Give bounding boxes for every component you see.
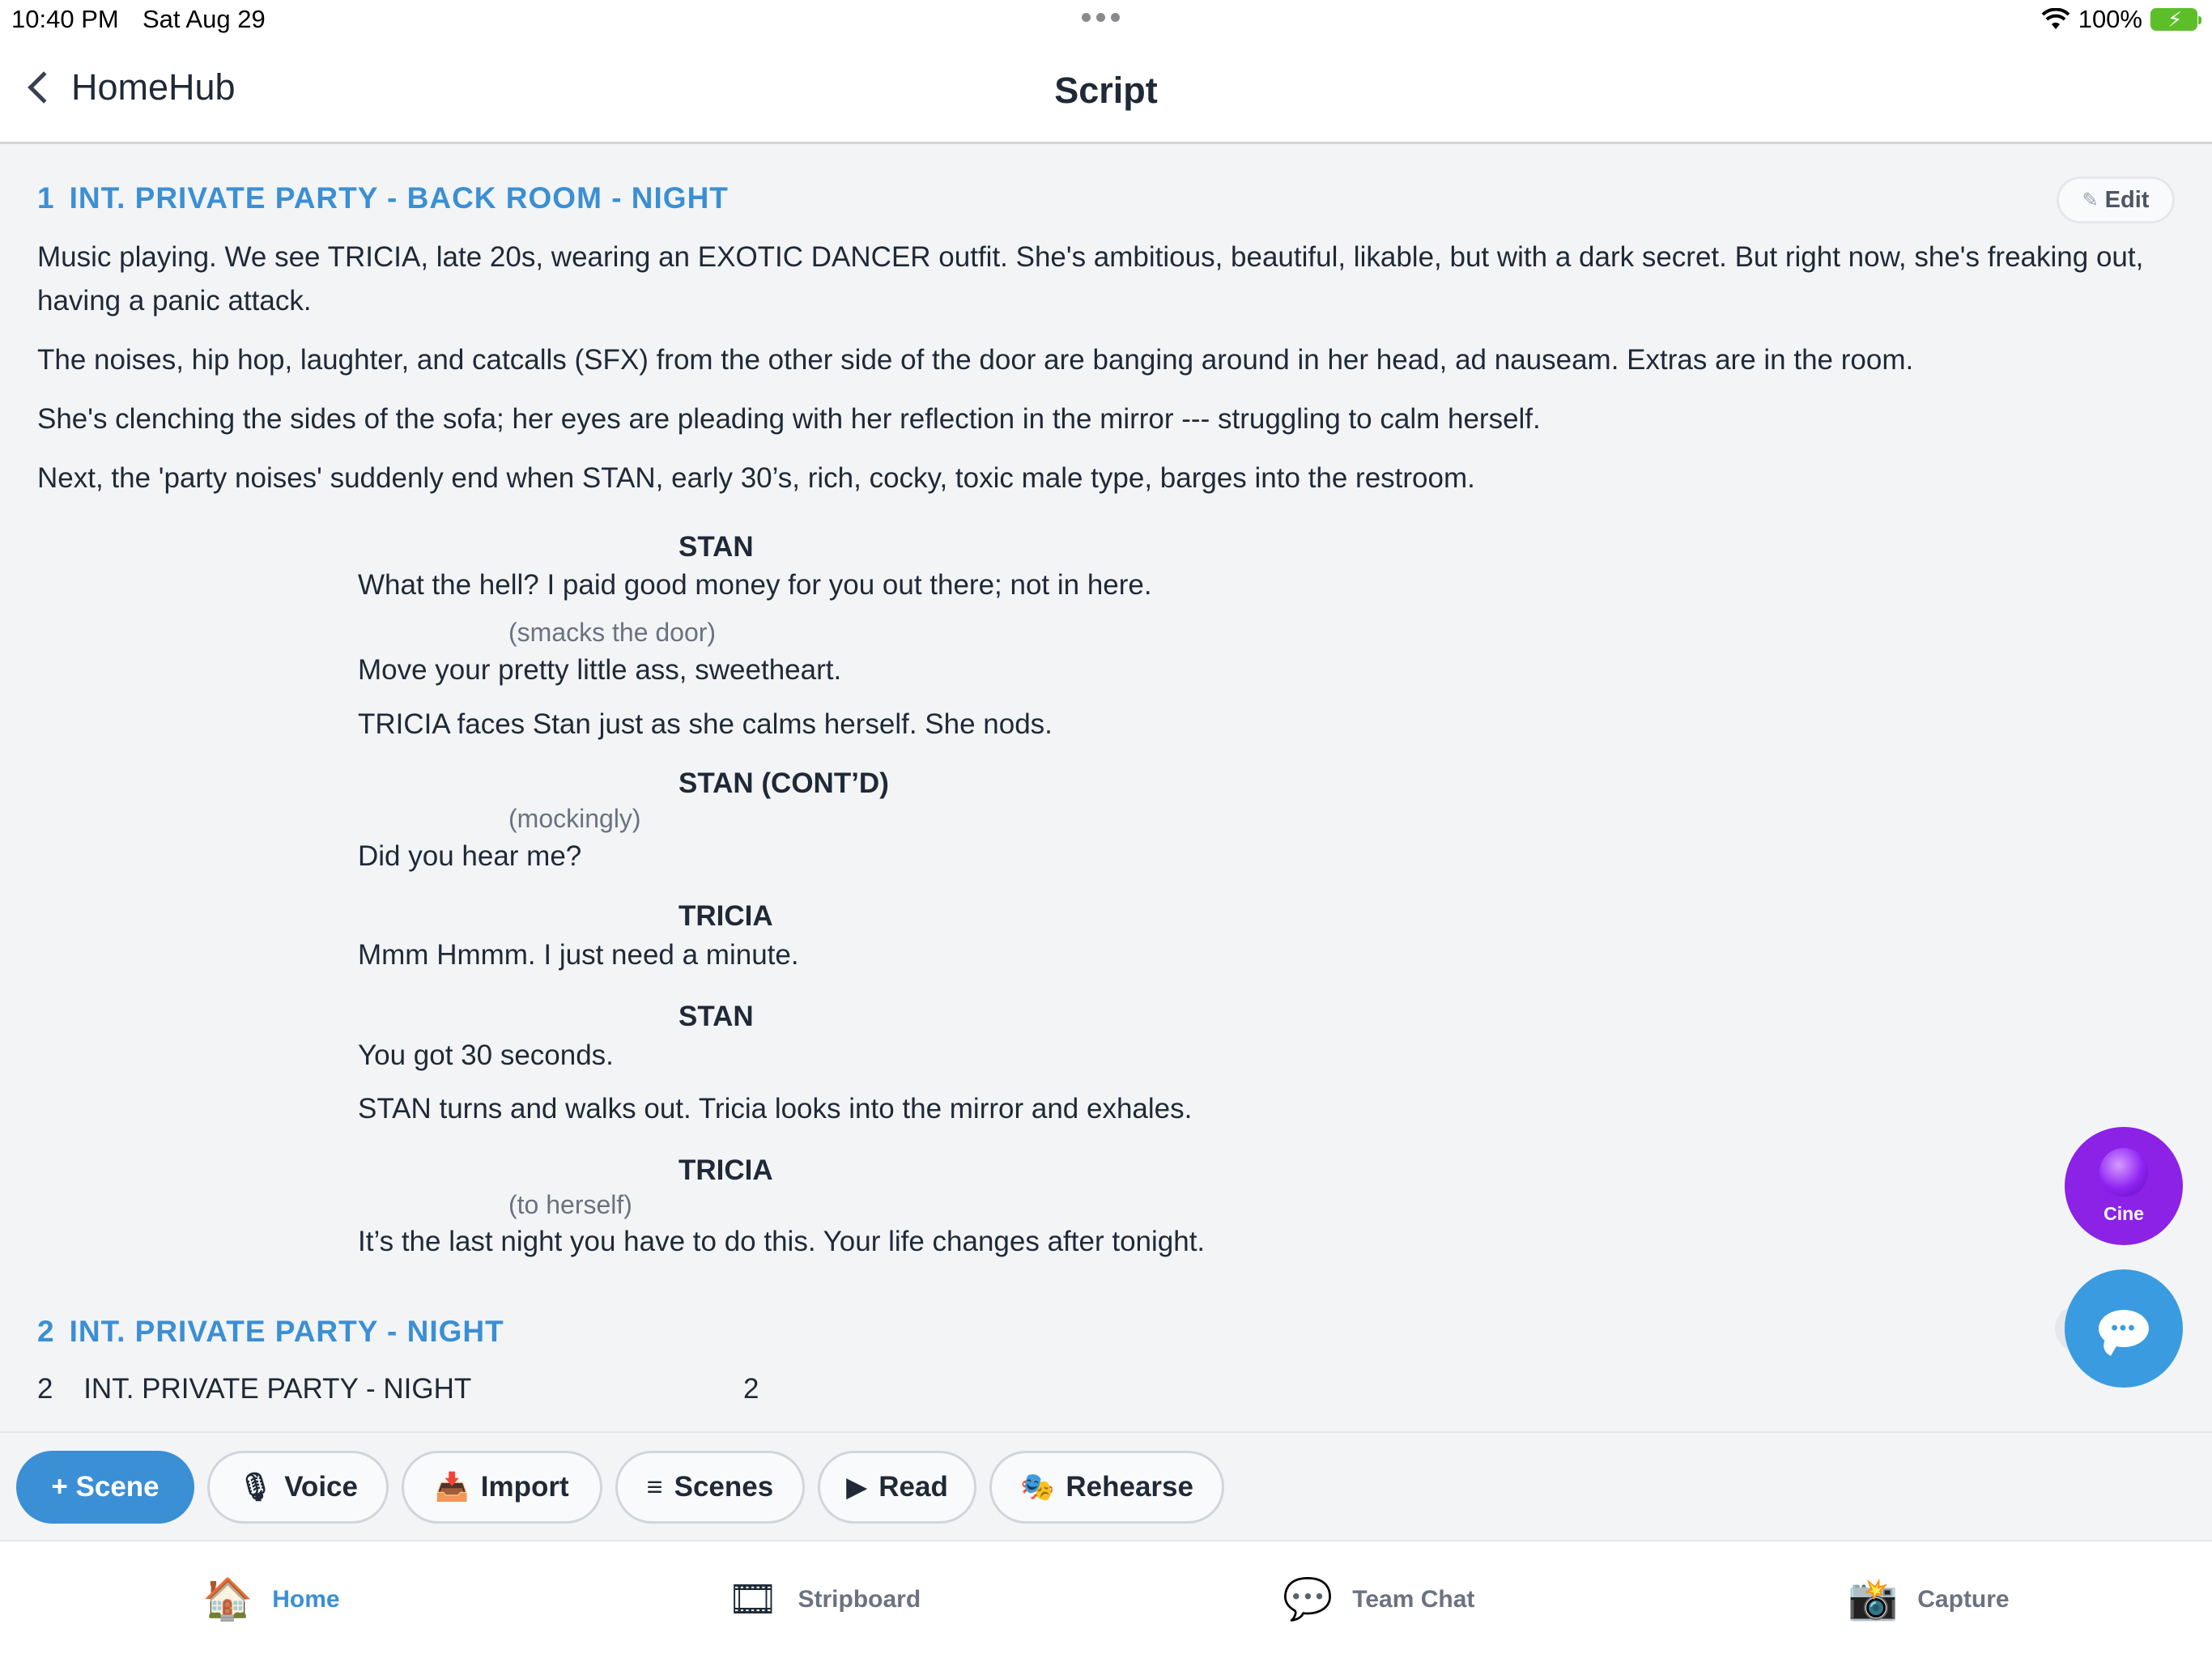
rehearse-label: Rehearse (1066, 1471, 1193, 1503)
scene-row-number: 2 (37, 1373, 53, 1405)
scene-number: 1 (37, 181, 55, 215)
scene-heading[interactable] (37, 181, 729, 215)
tab-team-chat-label: Team Chat (1352, 1585, 1475, 1613)
dialogue-line: Move your pretty little ass, sweetheart. (358, 654, 842, 686)
page-title: Script (1054, 70, 1158, 111)
read-label: Read (878, 1471, 948, 1503)
action-text: She's clenching the sides of the sofa; her eyes are pleading with her reflection in the mirror --- struggling to calm herself. (37, 403, 1541, 435)
navigation-bar (0, 42, 2212, 144)
pencil-icon: ✎ (2082, 189, 2099, 211)
script-toolbar (0, 1431, 2212, 1541)
action-text: The noises, hip hop, laughter, and catcalls (SFX) from the other side of the door are banging around in her head, ad nauseam. Extras are in the room. (37, 344, 1914, 376)
cine-label: Cine (2104, 1202, 2144, 1224)
tab-team-chat[interactable] (1283, 1575, 1474, 1623)
dialogue-line: Did you hear me? (358, 840, 582, 872)
action-line: STAN turns and walks out. Tricia looks into the mirror and exhales. (358, 1093, 1193, 1124)
character-name: TRICIA (678, 1154, 773, 1186)
chat-bubble-icon: ••• (2099, 1310, 2149, 1347)
character-name: STAN (CONT’D) (678, 767, 889, 799)
edit-button[interactable] (2057, 176, 2175, 223)
theater-masks-icon: 🎭 (1020, 1472, 1055, 1503)
tab-stripboard[interactable] (727, 1575, 921, 1623)
microphone-icon: 🎙 (238, 1472, 274, 1503)
parenthetical: (smacks the door) (508, 618, 717, 647)
voice-button[interactable] (207, 1451, 389, 1524)
dialogue-line: It’s the last night you have to do this. Your life changes after tonight. (358, 1226, 1206, 1257)
rehearse-button[interactable] (989, 1451, 1224, 1524)
script-content[interactable] (0, 144, 2212, 1431)
action-line: TRICIA faces Stan just as she calms herself. She nods. (358, 708, 1053, 740)
multitask-dots-icon[interactable] (1082, 13, 1120, 22)
battery-icon: ⚡ (2150, 8, 2197, 31)
battery-percent: 100% (2078, 5, 2142, 33)
cine-orb-icon (2099, 1148, 2148, 1197)
parenthetical: (mockingly) (508, 804, 641, 833)
scenes-button[interactable] (615, 1451, 805, 1524)
wifi-icon (2041, 8, 2070, 31)
edit-label: Edit (2104, 186, 2150, 213)
dialogue-line: You got 30 seconds. (358, 1039, 614, 1071)
read-button[interactable] (818, 1451, 976, 1524)
action-text: Music playing. We see TRICIA, late 20s, wearing an EXOTIC DANCER outfit. She's ambitious, beautiful, likable, but with a dark secret. But right now, she's freaking out, having a panic attack. (37, 241, 2144, 317)
tab-capture-label: Capture (1917, 1585, 2010, 1613)
dialogue-line: Mmm Hmmm. I just need a minute. (358, 939, 799, 971)
voice-label: Voice (284, 1471, 358, 1503)
back-label: HomeHub (71, 66, 236, 108)
tab-home-label: Home (272, 1585, 340, 1613)
character-name: TRICIA (678, 900, 773, 932)
import-button[interactable] (402, 1451, 602, 1524)
tab-stripboard-label: Stripboard (798, 1585, 921, 1613)
scene-number: 2 (37, 1315, 55, 1348)
scene-title: INT. PRIVATE PARTY - NIGHT (69, 1315, 504, 1348)
camera-icon: 📸 (1848, 1576, 1899, 1622)
scenes-label: Scenes (674, 1471, 774, 1503)
add-scene-label: + Scene (51, 1471, 160, 1503)
play-icon: ▶ (846, 1472, 868, 1503)
status-bar (0, 0, 2212, 42)
status-time: 10:40 PM (11, 5, 119, 33)
scene-row-number-right: 2 (743, 1373, 759, 1405)
add-scene-button[interactable] (16, 1451, 194, 1524)
scene-heading[interactable] (37, 1315, 504, 1349)
scene-row-text: INT. PRIVATE PARTY - NIGHT (83, 1373, 472, 1405)
cine-button[interactable] (2065, 1127, 2183, 1245)
film-strip-icon: 🎞 (727, 1576, 779, 1622)
inbox-tray-icon: 📥 (435, 1472, 470, 1503)
tab-bar (0, 1541, 2212, 1658)
dialogue-line: What the hell? I paid good money for you out there; not in here. (358, 569, 1152, 601)
house-icon: 🏠 (202, 1576, 253, 1622)
status-date: Sat Aug 29 (143, 5, 266, 33)
character-name: STAN (678, 1001, 754, 1032)
action-text: Next, the 'party noises' suddenly end when STAN, early 30’s, rich, cocky, toxic male type, barges into the restroom. (37, 462, 1475, 494)
character-name: STAN (678, 531, 754, 563)
scene-row (37, 1373, 471, 1405)
tab-home[interactable] (202, 1575, 340, 1623)
speech-bubble-icon: 💬 (1283, 1576, 1334, 1622)
scene-title: INT. PRIVATE PARTY - BACK ROOM - NIGHT (69, 181, 729, 215)
import-label: Import (480, 1471, 569, 1503)
parenthetical: (to herself) (508, 1190, 632, 1219)
list-icon: ≡ (646, 1471, 663, 1503)
status-indicators (2041, 5, 2197, 34)
tab-capture[interactable] (1848, 1575, 2010, 1623)
chat-button[interactable] (2065, 1269, 2183, 1388)
